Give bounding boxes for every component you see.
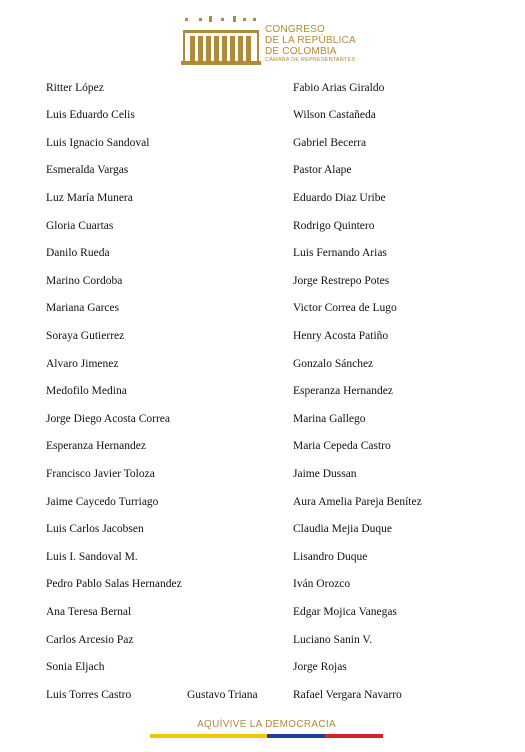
signatory-name: Luis Eduardo Celis — [46, 109, 135, 121]
signatory-name: Luis Ignacio Sandoval — [46, 137, 150, 149]
signatory-name: Esperanza Hernandez — [46, 440, 146, 452]
signatory-name: Sonia Eljach — [46, 661, 105, 673]
signatory-name: Ritter López — [46, 82, 104, 94]
signatory-name: Lisandro Duque — [293, 551, 368, 563]
footer — [150, 719, 383, 738]
logo-line-colombia: DE COLOMBIA — [265, 46, 337, 57]
signatory-name: Rafael Vergara Navarro — [293, 689, 402, 701]
signatory-name: Gabriel Becerra — [293, 137, 367, 149]
signatory-name: Ana Teresa Bernal — [46, 606, 132, 618]
signatory-name: Edgar Mojica Vanegas — [293, 606, 397, 618]
signatory-name: Pedro Pablo Salas Hernandez — [46, 578, 182, 590]
signatory-name: Aura Amelia Pareja Benítez — [293, 496, 422, 508]
signatory-name: Danilo Rueda — [46, 247, 110, 259]
signatory-name: Jaime Dussan — [293, 468, 357, 480]
signatory-name: Luis Torres Castro — [46, 689, 132, 701]
signatory-name: Esmeralda Vargas — [46, 164, 129, 176]
signatory-name: Gloria Cuartas — [46, 220, 114, 232]
signatory-name: Eduardo Diaz Uribe — [293, 192, 386, 204]
signatory-name: Fabio Arias Giraldo — [293, 82, 385, 94]
signatory-name: Mariana Garces — [46, 302, 120, 314]
signatory-name: Jorge Diego Acosta Correa — [46, 413, 171, 425]
logo-line-camara: CÁMARA DE REPRESENTANTES — [265, 57, 356, 63]
flag-yellow-band — [150, 734, 267, 738]
signatory-name: Victor Correa de Lugo — [293, 302, 397, 314]
signatory-name: Pastor Alape — [293, 164, 352, 176]
signatory-name: Luis I. Sandoval M. — [46, 551, 138, 563]
signatory-name: Jorge Rojas — [293, 661, 347, 673]
signatory-name: Marina Gallego — [293, 413, 366, 425]
signatory-name: Esperanza Hernandez — [293, 385, 393, 397]
signatory-name: Marino Cordoba — [46, 275, 123, 287]
signatory-name: Claudia Mejia Duque — [293, 523, 393, 535]
signatory-name: Wilson Castañeda — [293, 109, 376, 121]
signatory-name: Luis Fernando Arias — [293, 247, 387, 259]
signatory-name: Luciano Sanin V. — [293, 634, 373, 646]
signatory-name: Henry Acosta Patiño — [293, 330, 389, 342]
signatory-name: Gustavo Triana — [187, 689, 258, 701]
signatory-name: Iván Orozco — [293, 578, 351, 590]
flag-red-band — [325, 734, 383, 738]
footer-slogan: AQUÍVIVE LA DEMOCRACIA — [197, 719, 336, 730]
signatory-name: Rodrigo Quintero — [293, 220, 375, 232]
signatory-name: Jorge Restrepo Potes — [293, 275, 390, 287]
logo-line-congreso: CONGRESO — [265, 24, 325, 35]
signatory-name: Carlos Arcesio Paz — [46, 634, 134, 646]
logo-line-republica: DE LA REPÚBLICA — [265, 35, 356, 46]
flag-blue-band — [267, 734, 325, 738]
signatory-name: Alvaro Jimenez — [46, 358, 119, 370]
colombia-flag-stripe — [150, 734, 383, 738]
signatory-name: Luz María Munera — [46, 192, 133, 204]
signatory-name: Francisco Javier Toloza — [46, 468, 155, 480]
signatory-name: Luis Carlos Jacobsen — [46, 523, 144, 535]
signatory-name: Medofilo Medina — [46, 385, 127, 397]
signatory-name: Jaime Caycedo Turriago — [46, 496, 159, 508]
signatory-name: Soraya Gutierrez — [46, 330, 125, 342]
signatory-name: Maria Cepeda Castro — [293, 440, 391, 452]
signatory-name: Gonzalo Sánchez — [293, 358, 374, 370]
